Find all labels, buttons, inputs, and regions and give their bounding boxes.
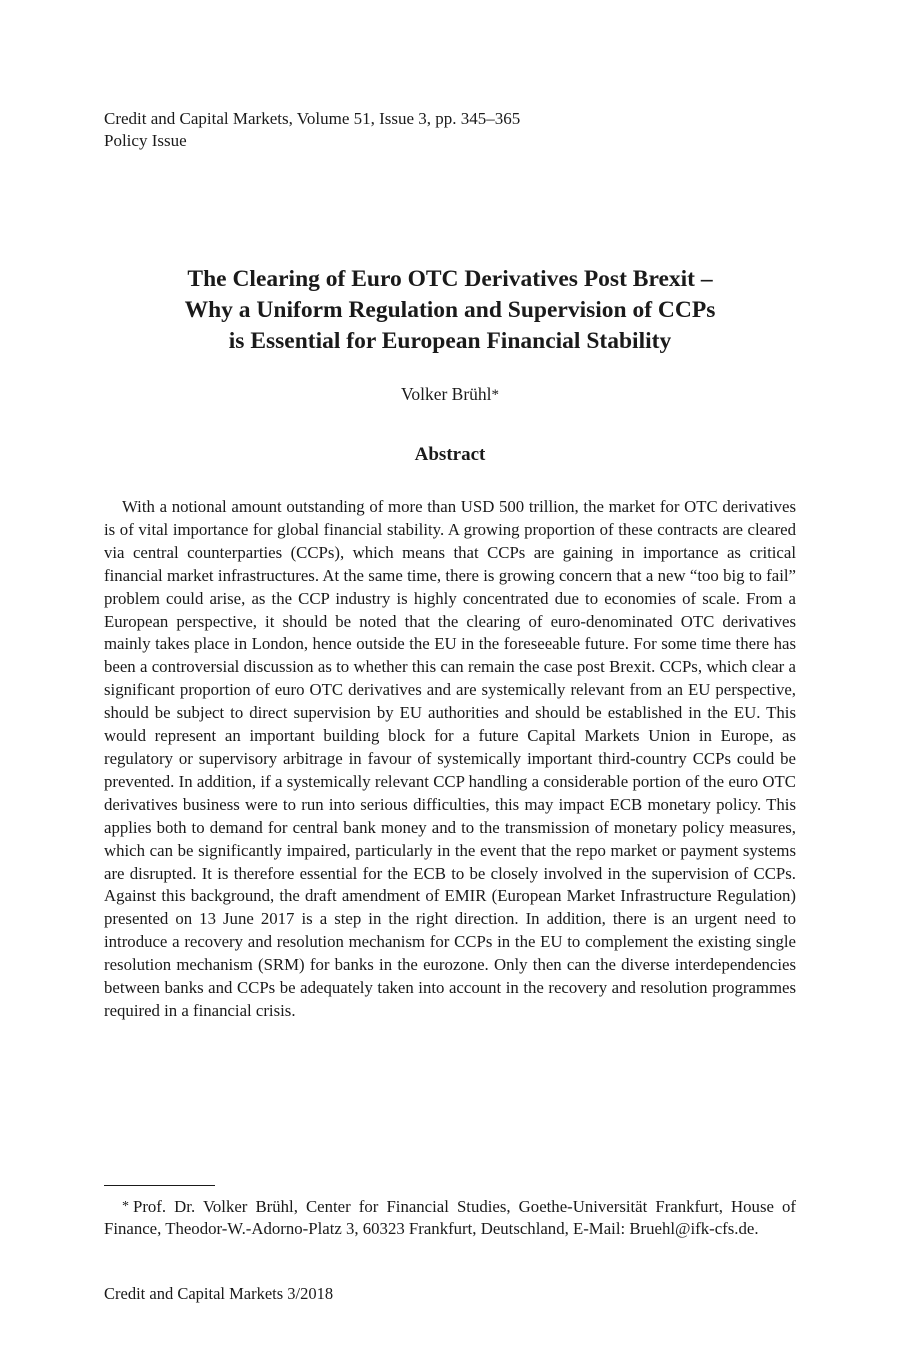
paper-title [0, 264, 900, 357]
title-line-3: is Essential for European Financial Stability [228, 328, 672, 354]
journal-citation: Credit and Capital Markets, Volume 51, Issue 3, pp. 345–365 [104, 109, 521, 128]
author-line [0, 383, 900, 406]
title-line-1: The Clearing of Euro OTC Derivatives Post Brexit – [187, 266, 713, 292]
page-footer: Credit and Capital Markets 3/2018 [104, 1284, 334, 1303]
footnote-divider [104, 1185, 215, 1186]
footnote-mark: * [122, 1199, 129, 1214]
author-name: Volker Brühl [400, 384, 492, 404]
abstract-heading: Abstract [414, 444, 486, 465]
author-footnote [104, 1196, 796, 1240]
section-label: Policy Issue [104, 131, 187, 150]
abstract-body: With a notional amount outstanding of more than USD 500 trillion, the market for OTC derivatives is of vital importance for global financial stability. A growing proportion of these contracts are cleared via central counterparties (CCPs), which means that CCPs are gaining in importance as critical financial market infrastructures. At the same time, there is growing concern that a new “too big to fail” problem could arise, as the CCP industry is highly concentrated due to economies of scale. From a European perspective, it should be noted that the clearing of euro-denominated OTC derivatives mainly takes place in London, hence outside the EU in the foreseeable future. For some time there has been a controversial discussion as to whether this can remain the case post Brexit. CCPs, which clear a significant proportion of euro OTC derivatives and are systemically relevant from an EU perspective, should be subject to direct supervision by EU authorities and should be established in the EU. This would represent an important building block for a future Capital Markets Union in Europe, as regulatory or supervisory arbitrage in favour of systemically important third-country CCPs could be prevented. In addition, if a systemically relevant CCP handling a considerable portion of the euro OTC derivatives business were to run into serious difficulties, this may impact ECB monetary policy. This applies both to demand for central bank money and to the transmission of monetary policy measures, which can be significantly impaired, particularly in the event that the repo market or payment systems are disrupted. It is therefore essential for the ECB to be closely involved in the supervision of CCPs. Against this background, the draft amendment of EMIR (European Market Infrastructure Regulation) presented on 13 June 2017 is a step in the right direction. In addition, there is an urgent need to introduce a recovery and resolution mechanism for CCPs in the EU to complement the existing single resolution mechanism (SRM) for banks in the eurozone. Only then can the diverse interdependencies between banks and CCPs be adequately taken into account in the recovery and resolution programmes required in a financial crisis. [104, 497, 796, 1020]
title-line-2: Why a Uniform Regulation and Supervision of CCPs [184, 297, 716, 323]
journal-header [104, 108, 520, 152]
author-footnote-mark: * [491, 387, 500, 403]
footnote-text: Prof. Dr. Volker Brühl, Center for Financial Studies, Goethe-Universität Frankfurt, House of Finance, Theodor-W.-Adorno-Platz 3, 60323 Frankfurt, Deutschland, E-Mail: Bruehl@ifk-cfs.de. [104, 1197, 796, 1238]
